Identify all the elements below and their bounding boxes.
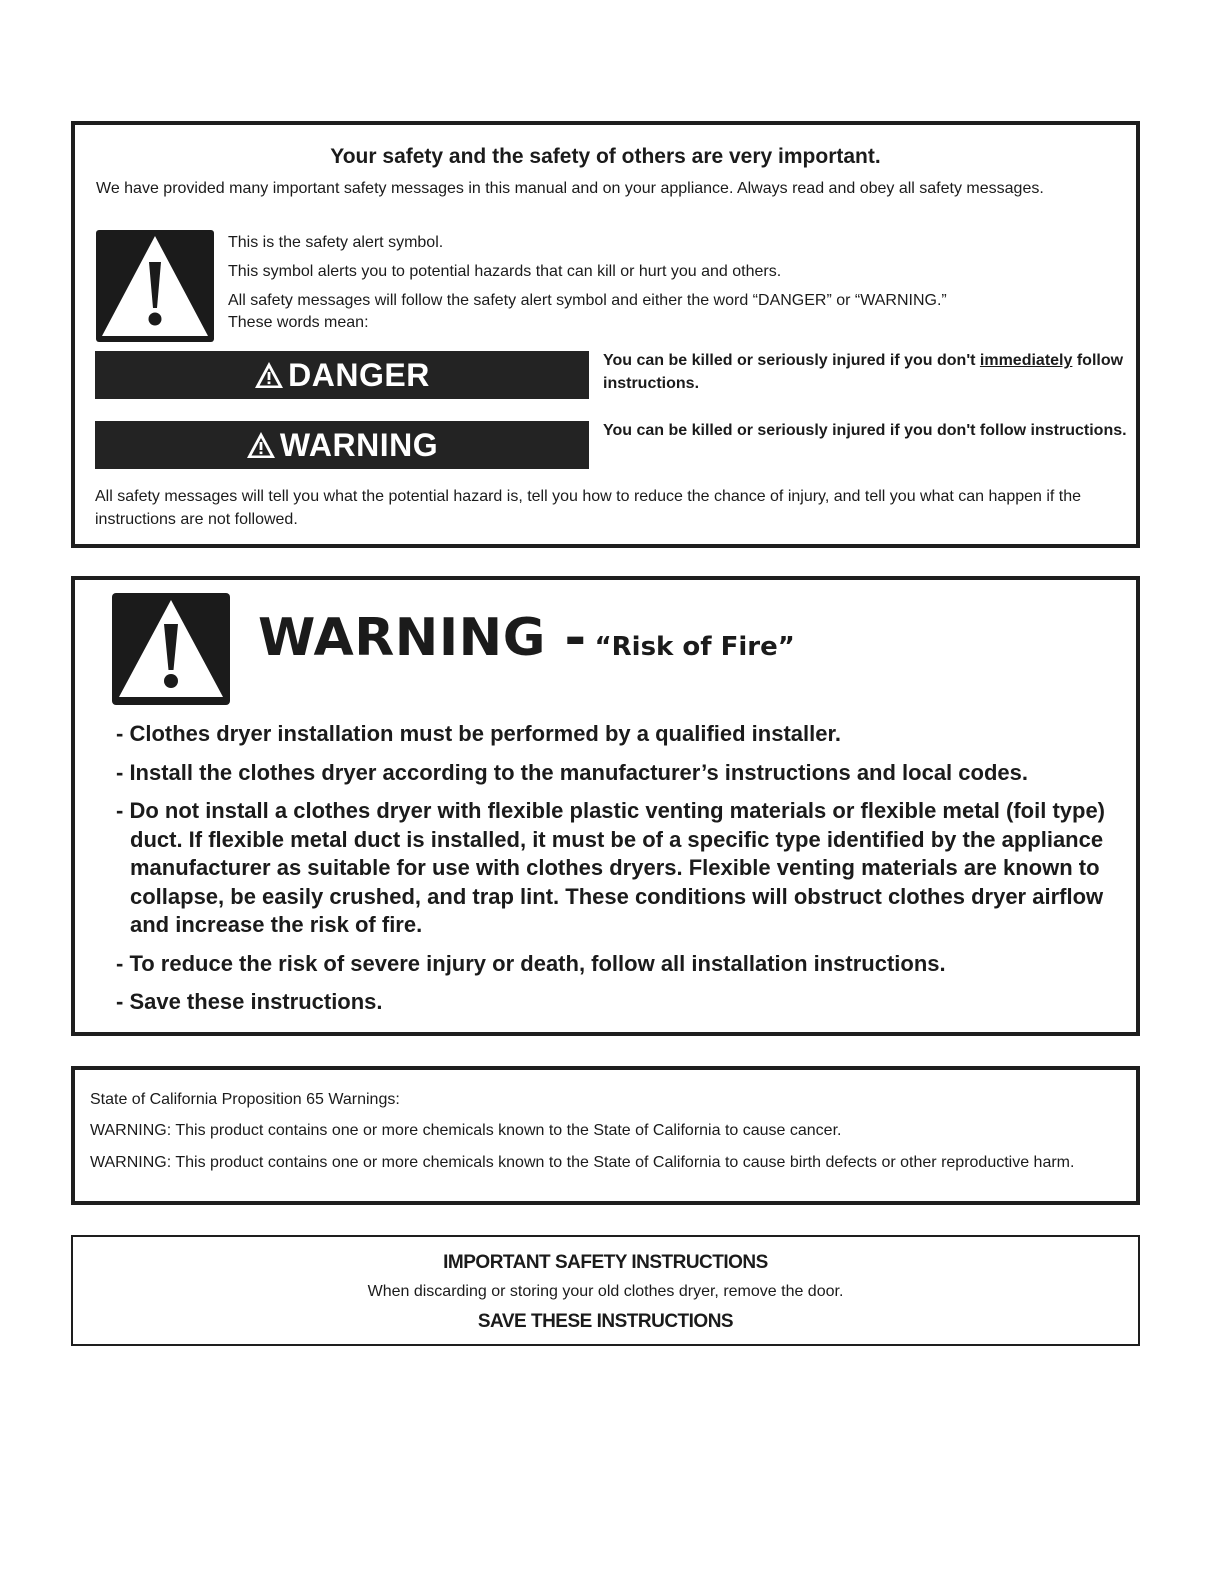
prop65-birth-defects-warning: WARNING: This product contains one or more chemicals known to the State of California to cause birth defects or other reproductive harm. [90, 1154, 1075, 1171]
fire-warning-subtitle: “Risk of Fire” [594, 632, 795, 662]
safety-heading: Your safety and the safety of others are very important. [330, 145, 881, 168]
prop65-box [71, 1066, 1140, 1205]
danger-signal-bar [95, 351, 589, 399]
list-item: - Install the clothes dryer according to the manufacturer’s instructions and local codes. [116, 759, 1028, 785]
danger-meaning-start: You can be killed or seriously injured if you don't [603, 352, 980, 369]
list-item: - Do not install a clothes dryer with flexible plastic venting materials or flexible metal (foil type) duct. If flexible metal duct is installed, it must be of a specific type identified by the appliance manufacturer as suitable for use with clothes dryers. Flexible venting materials are known to collapse, be easily crushed, and trap lint. These conditions will obstruct clothes dryer airflow and increase the risk of fire. [116, 798, 1106, 937]
list-item: - To reduce the risk of severe injury or death, follow all installation instructions. [116, 950, 946, 976]
warning-triangle-icon [246, 431, 276, 459]
warning-signal-bar [95, 421, 589, 469]
safety-intro-text: We have provided many important safety messages in this manual and on your appliance. Always read and obey all safety messages. [96, 180, 1044, 197]
warning-triangle-icon [254, 361, 284, 389]
fire-warning-box [71, 576, 1140, 1036]
danger-meaning [603, 349, 1128, 395]
symbol-line: This is the safety alert symbol. [228, 234, 444, 251]
symbol-line: These words mean: [228, 314, 369, 331]
danger-meaning-end: follow instructions. [603, 352, 1124, 392]
prop65-cancer-warning: WARNING: This product contains one or more chemicals known to the State of California to cause cancer. [90, 1122, 842, 1139]
prop65-heading: State of California Proposition 65 Warnings: [90, 1091, 400, 1108]
fire-warning-list [116, 720, 1126, 1027]
save-instructions-footer: SAVE THESE INSTRUCTIONS [477, 1311, 734, 1332]
symbol-line: This symbol alerts you to potential hazards that can kill or hurt you and others. [228, 263, 782, 280]
symbol-line: All safety messages will follow the safety alert symbol and either the word “DANGER” or “WARNING.” [228, 292, 947, 309]
important-instructions-heading: IMPORTANT SAFETY INSTRUCTIONS [443, 1252, 768, 1273]
safety-messages-box [71, 121, 1140, 548]
warning-label: WARNING [279, 426, 439, 463]
safety-alert-icon [96, 230, 214, 342]
discard-instructions-text: When discarding or storing your old clothes dryer, remove the door. [367, 1283, 844, 1300]
list-item: - Save these instructions. [116, 989, 383, 1014]
fire-warning-title [258, 608, 795, 668]
danger-meaning-emphasis: immediately [979, 352, 1073, 369]
danger-label: DANGER [288, 356, 430, 393]
important-instructions-box [71, 1235, 1140, 1346]
safety-closing-text: All safety messages will tell you what the potential hazard is, tell you how to reduce the chance of injury, and tell you what can happen if the instructions are not followed. [95, 488, 1082, 528]
list-item: - Clothes dryer installation must be performed by a qualified installer. [116, 721, 841, 746]
safety-alert-icon [112, 593, 230, 705]
fire-warning-heading: WARNING - [258, 608, 587, 668]
warning-meaning: You can be killed or seriously injured if you don't follow instructions. [603, 422, 1127, 439]
